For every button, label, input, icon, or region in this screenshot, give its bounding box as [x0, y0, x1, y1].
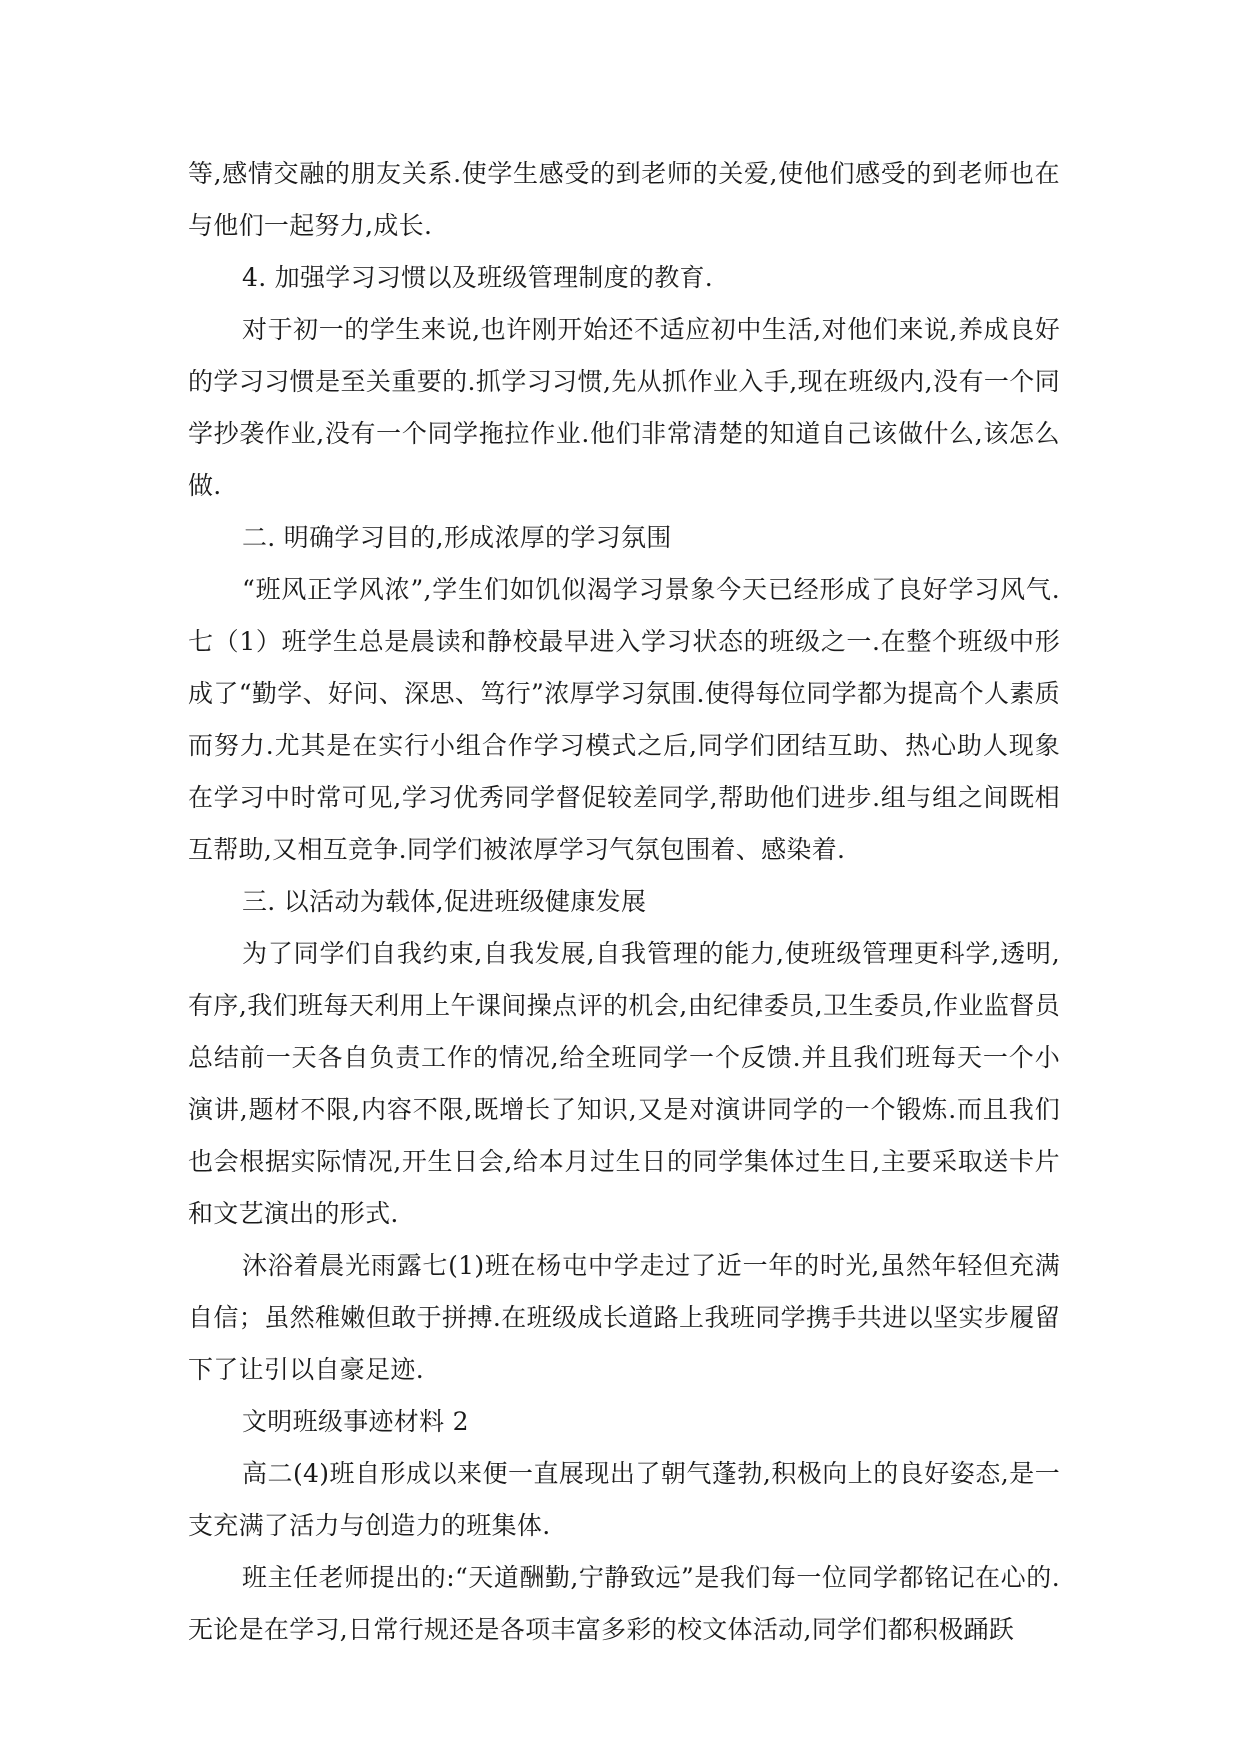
paragraph-2: 4. 加强学习习惯以及班级管理制度的教育. [242, 263, 714, 292]
paragraph-11: 班主任老师提出的:“天道酬勤,宁静致远”是我们每一位同学都铭记在心的.无论是在学习,日常行规还是各项丰富多彩的校文体活动,同学们都积极踊跃 [188, 1563, 1060, 1644]
paragraph-5: “班风正学风浓”,学生们如饥似渴学习景象今天已经形成了良好学习风气.七（1）班学生总是晨读和静校最早进入学习状态的班级之一.在整个班级中形成了“勤学、好问、深思、笃行”浓厚学习氛围.使得每位同学都为提高个人素质而努力.尤其是在实行小组合作学习模式之后,同学们团结互助、热心助人现象在学习中时常可见,学习优秀同学督促较差同学,帮助他们进步.组与组之间既相互帮助,又相互竞争.同学们被浓厚学习气氛包围着、感染着. [188, 575, 1060, 864]
section-heading-3: 三. 以活动为载体,促进班级健康发展 [242, 887, 647, 916]
paragraph-3: 对于初一的学生来说,也许刚开始还不适应初中生活,对他们来说,养成良好的学习习惯是至关重要的.抓学习习惯,先从抓作业入手,现在班级内,没有一个同学抄袭作业,没有一个同学拖拉作业.他们非常清楚的知道自己该做什么,该怎么做. [188, 315, 1060, 500]
paragraph-8: 沐浴着晨光雨露七(1)班在杨屯中学走过了近一年的时光,虽然年轻但充满自信；虽然稚嫩但敢于拼搏.在班级成长道路上我班同学携手共进以坚实步履留下了让引以自豪足迹. [188, 1251, 1060, 1384]
paragraph-10: 高二(4)班自形成以来便一直展现出了朝气蓬勃,积极向上的良好姿态,是一支充满了活力与创造力的班集体. [188, 1459, 1060, 1540]
section-heading-2: 二. 明确学习目的,形成浓厚的学习氛围 [242, 523, 672, 552]
document-page [188, 148, 1060, 1656]
subtitle-material-2: 文明班级事迹材料 2 [242, 1407, 469, 1436]
paragraph-7: 为了同学们自我约束,自我发展,自我管理的能力,使班级管理更科学,透明,有序,我们班每天利用上午课间操点评的机会,由纪律委员,卫生委员,作业监督员总结前一天各自负责工作的情况,给全班同学一个反馈.并且我们班每天一个小演讲,题材不限,内容不限,既增长了知识,又是对演讲同学的一个锻炼.而且我们也会根据实际情况,开生日会,给本月过生日的同学集体过生日,主要采取送卡片和文艺演出的形式. [188, 939, 1060, 1228]
paragraph-1: 等,感情交融的朋友关系.使学生感受的到老师的关爱,使他们感受的到老师也在与他们一起努力,成长. [188, 159, 1060, 240]
